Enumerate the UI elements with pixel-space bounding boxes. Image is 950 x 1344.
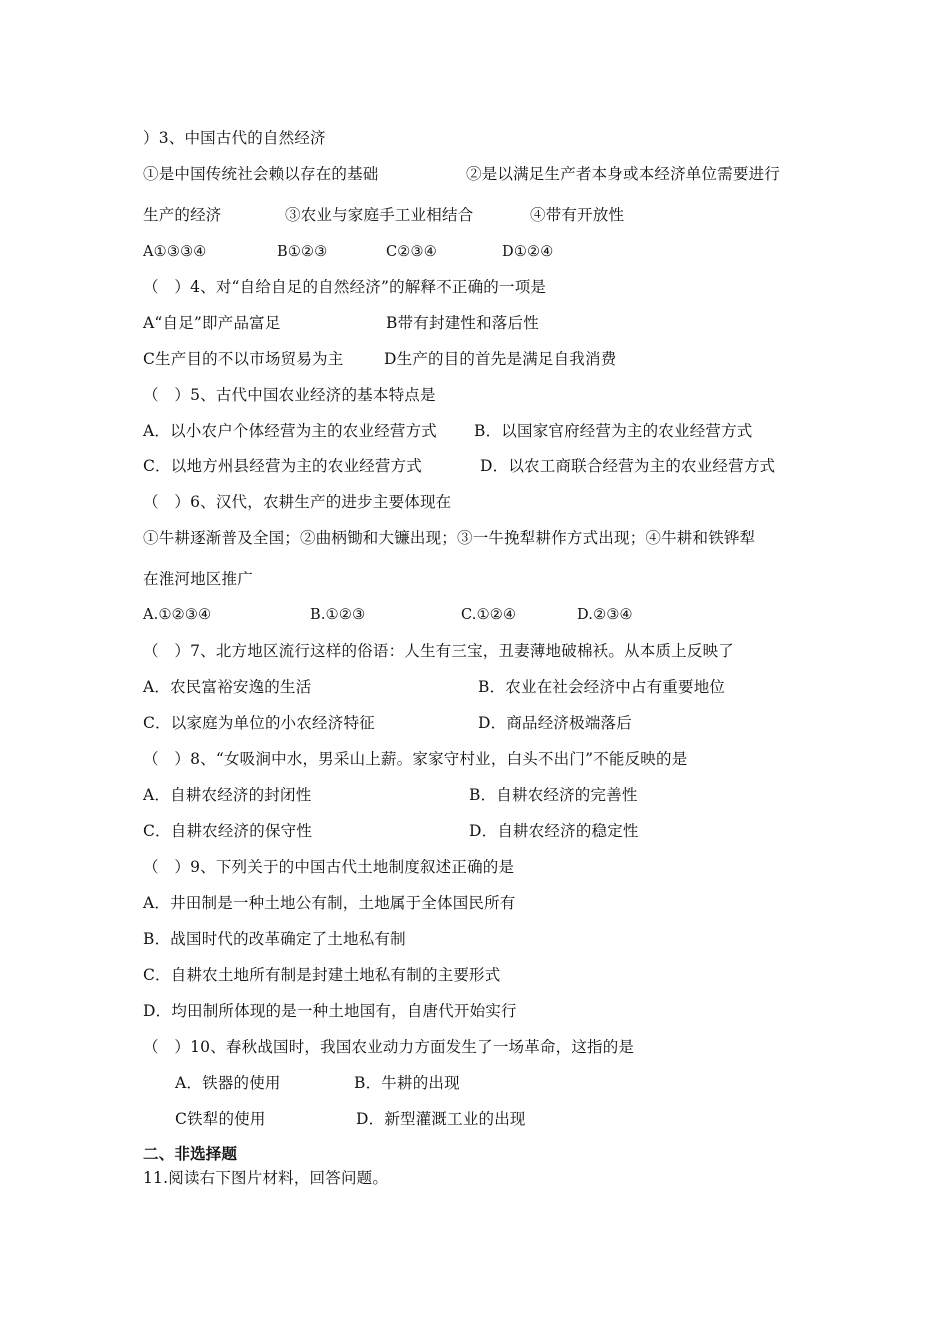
q10-option-d: D．新型灌溉工业的出现	[356, 1110, 526, 1128]
q10-option-b: B．牛耕的出现	[354, 1074, 460, 1092]
q8-stem: （ ）8、“女吸涧中水，男采山上薪。家家守村业，白头不出门”不能反映的是	[143, 750, 688, 768]
q5-option-d: D．以农工商联合经营为主的农业经营方式	[480, 457, 776, 475]
q5-stem: （ ）5、古代中国农业经济的基本特点是	[143, 386, 436, 404]
q6-choice-b: B.①②③	[310, 607, 366, 623]
q6-choice-a: A.①②③④	[143, 607, 212, 623]
q10-stem: （ ）10、春秋战国时，我国农业动力方面发生了一场革命，这指的是	[143, 1038, 635, 1056]
q8-option-b: B．自耕农经济的完善性	[469, 786, 638, 804]
q5-option-b: B．以国家官府经营为主的农业经营方式	[474, 422, 753, 440]
q9-option-b: B．战国时代的改革确定了土地私有制	[143, 930, 406, 948]
q3-choice-b: B①②③	[277, 244, 328, 260]
q3-choice-a: A①③③④	[143, 244, 207, 260]
q9-option-a: A．井田制是一种土地公有制，土地属于全体国民所有	[143, 894, 516, 912]
q3-choice-d: D①②④	[502, 244, 554, 260]
q7-option-b: B．农业在社会经济中占有重要地位	[478, 678, 726, 696]
q9-option-d: D．均田制所体现的是一种土地国有，自唐代开始实行	[143, 1002, 517, 1020]
q3-option-2-cont: 生产的经济	[143, 206, 222, 224]
q6-stem: （ ）6、汉代，农耕生产的进步主要体现在	[143, 493, 452, 511]
q3-stem: ）3、中国古代的自然经济	[143, 129, 326, 147]
q5-option-a: A．以小农户个体经营为主的农业经营方式	[143, 422, 437, 440]
q4-option-a: A“自足”即产品富足	[143, 314, 281, 332]
q3-option-3: ③农业与家庭手工业相结合	[285, 206, 474, 224]
q9-stem: （ ）9、下列关于的中国古代土地制度叙述正确的是	[143, 858, 515, 876]
q3-choice-c: C②③④	[386, 244, 437, 260]
q10-option-a: A．铁器的使用	[175, 1074, 281, 1092]
q7-option-d: D．商品经济极端落后	[478, 714, 632, 732]
q4-option-b: B带有封建性和落后性	[386, 314, 539, 332]
q6-statements-line1: ①牛耕逐渐普及全国；②曲柄锄和大镰出现；③一牛挽犁耕作方式出现；④牛耕和铁铧犁	[143, 529, 756, 547]
q5-option-c: C．以地方州县经营为主的农业经营方式	[143, 457, 422, 475]
q8-option-d: D．自耕农经济的稳定性	[469, 822, 639, 840]
q3-option-1: ①是中国传统社会赖以存在的基础	[143, 165, 379, 183]
q7-option-a: A．农民富裕安逸的生活	[143, 678, 312, 696]
q6-choice-d: D.②③④	[577, 607, 633, 623]
q8-option-c: C．自耕农经济的保守性	[143, 822, 313, 840]
q9-option-c: C．自耕农土地所有制是封建土地私有制的主要形式	[143, 966, 501, 984]
section-heading: 二、非选择题	[143, 1145, 238, 1163]
q7-option-c: C．以家庭为单位的小农经济特征	[143, 714, 375, 732]
q7-stem: （ ）7、北方地区流行这样的俗语：人生有三宝，丑妻薄地破棉袄。从本质上反映了	[143, 642, 734, 660]
q4-option-d: D生产的目的首先是满足自我消费	[384, 350, 617, 368]
q8-option-a: A．自耕农经济的封闭性	[143, 786, 312, 804]
q3-option-2: ②是以满足生产者本身或本经济单位需要进行	[466, 165, 781, 183]
q6-statements-line2: 在淮河地区推广	[143, 570, 253, 588]
q11-stem: 11.阅读右下图片材料，回答问题。	[143, 1169, 389, 1187]
q4-stem: （ ）4、对“自给自足的自然经济”的解释不正确的一项是	[143, 278, 547, 296]
q10-option-c: C铁犁的使用	[175, 1110, 266, 1128]
q6-choice-c: C.①②④	[461, 607, 517, 623]
q4-option-c: C生产目的不以市场贸易为主	[143, 350, 344, 368]
q3-option-4: ④带有开放性	[530, 206, 625, 224]
